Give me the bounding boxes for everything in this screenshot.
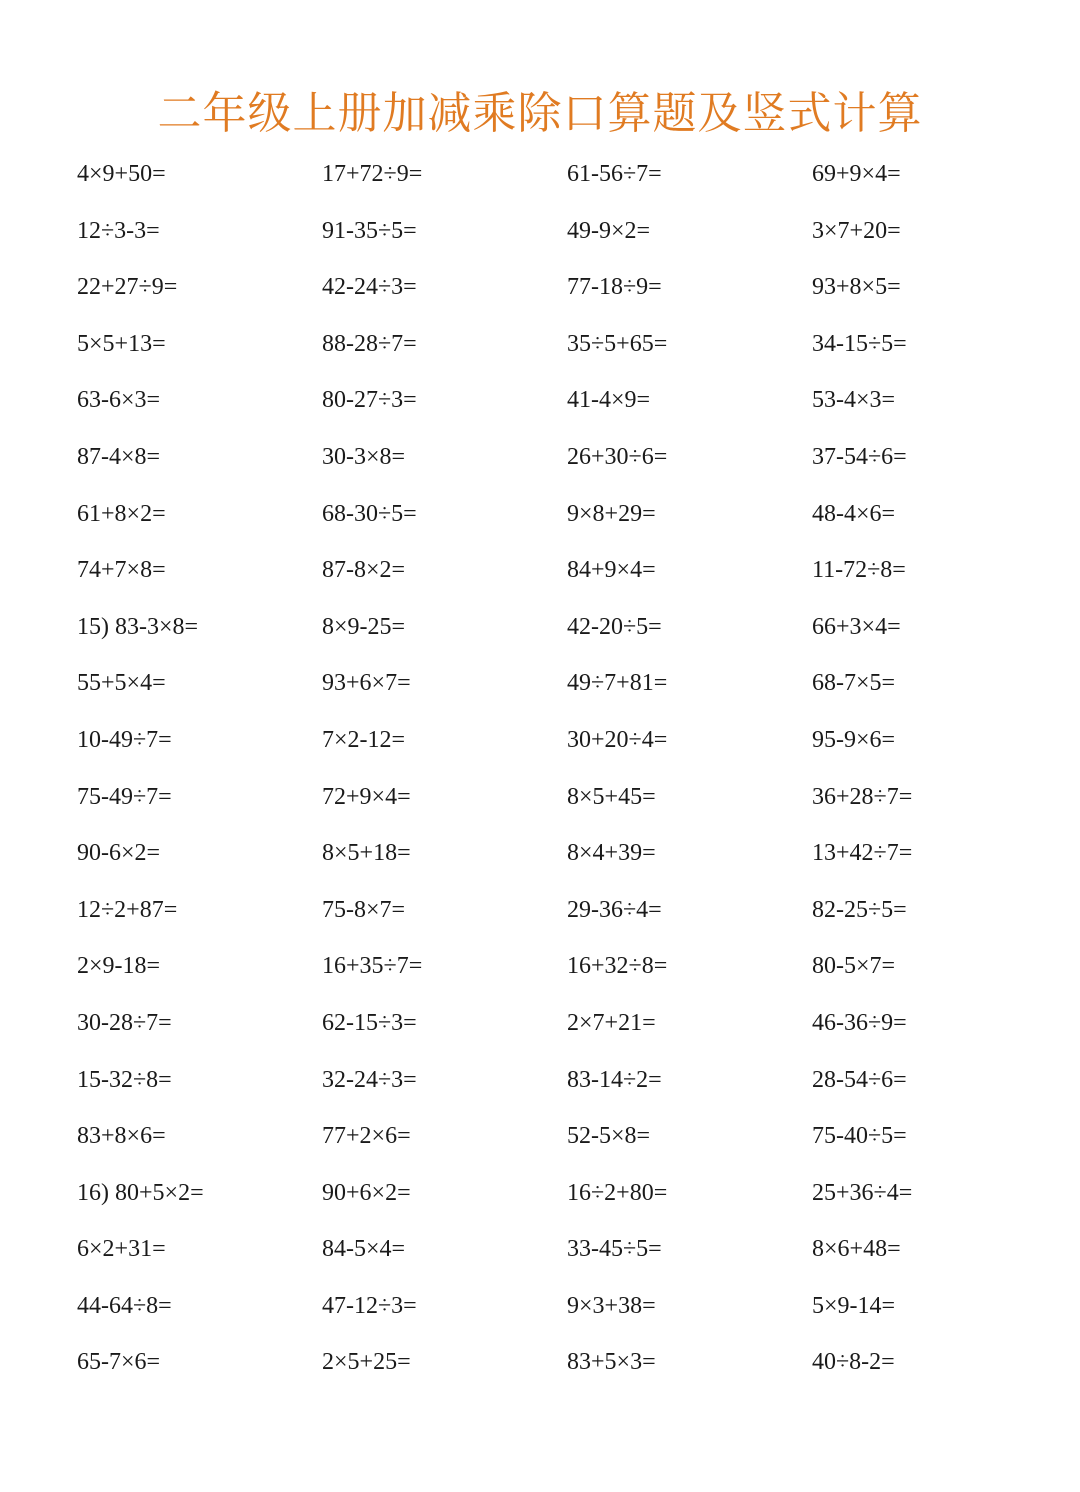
problem-item: 2×7+21= xyxy=(567,1009,656,1036)
problem-item: 80-27÷3= xyxy=(322,387,417,414)
problem-item: 91-35÷5= xyxy=(322,217,417,244)
problem-item: 22+27÷9= xyxy=(77,274,178,301)
problem-item: 47-12÷3= xyxy=(322,1292,417,1319)
problem-item: 53-4×3= xyxy=(812,387,896,414)
problem-item: 75-49÷7= xyxy=(77,783,172,810)
problem-item: 2×5+25= xyxy=(322,1349,411,1376)
problem-item: 30+20÷4= xyxy=(567,726,668,753)
problem-item: 37-54÷6= xyxy=(812,443,907,470)
problem-item: 93+6×7= xyxy=(322,670,411,697)
problem-item: 34-15÷5= xyxy=(812,330,907,357)
problem-item: 46-36÷9= xyxy=(812,1009,907,1036)
problem-item: 16) 80+5×2= xyxy=(77,1179,204,1206)
problem-item: 88-28÷7= xyxy=(322,330,417,357)
problem-item: 66+3×4= xyxy=(812,613,901,640)
problem-item: 2×9-18= xyxy=(77,953,161,980)
problem-item: 12÷2+87= xyxy=(77,896,178,923)
problem-item: 28-54÷6= xyxy=(812,1066,907,1093)
problem-item: 5×5+13= xyxy=(77,330,166,357)
problem-item: 84-5×4= xyxy=(322,1236,406,1263)
problem-item: 65-7×6= xyxy=(77,1349,161,1376)
problem-item: 83-14÷2= xyxy=(567,1066,662,1093)
problem-item: 7×2-12= xyxy=(322,726,406,753)
problem-item: 30-28÷7= xyxy=(77,1009,172,1036)
problem-item: 55+5×4= xyxy=(77,670,166,697)
problem-item: 25+36÷4= xyxy=(812,1179,913,1206)
problem-item: 16÷2+80= xyxy=(567,1179,668,1206)
problem-item: 9×8+29= xyxy=(567,500,656,527)
problem-item: 72+9×4= xyxy=(322,783,411,810)
problem-item: 90+6×2= xyxy=(322,1179,411,1206)
problem-item: 40÷8-2= xyxy=(812,1349,895,1376)
problem-item: 77+2×6= xyxy=(322,1123,411,1150)
problem-item: 42-24÷3= xyxy=(322,274,417,301)
problem-item: 11-72÷8= xyxy=(812,557,906,584)
problem-grid xyxy=(77,146,1057,1391)
problem-item: 33-45÷5= xyxy=(567,1236,662,1263)
problem-item: 75-40÷5= xyxy=(812,1123,907,1150)
problem-item: 8×9-25= xyxy=(322,613,406,640)
problem-item: 49÷7+81= xyxy=(567,670,668,697)
problem-item: 87-4×8= xyxy=(77,443,161,470)
problem-item: 69+9×4= xyxy=(812,161,901,187)
problem-item: 12÷3-3= xyxy=(77,217,160,244)
problem-item: 93+8×5= xyxy=(812,274,901,301)
problem-item: 80-5×7= xyxy=(812,953,896,980)
problem-item: 74+7×8= xyxy=(77,557,166,584)
problem-item: 49-9×2= xyxy=(567,217,651,244)
problem-item: 5×9-14= xyxy=(812,1292,896,1319)
problem-item: 9×3+38= xyxy=(567,1292,656,1319)
problem-item: 83+8×6= xyxy=(77,1123,166,1150)
problem-item: 77-18÷9= xyxy=(567,274,662,301)
problem-item: 44-64÷8= xyxy=(77,1292,172,1319)
problem-item: 3×7+20= xyxy=(812,217,901,244)
problem-item: 42-20÷5= xyxy=(567,613,662,640)
problem-item: 15) 83-3×8= xyxy=(77,613,199,640)
problem-item: 6×2+31= xyxy=(77,1236,166,1263)
problem-item: 4×9+50= xyxy=(77,161,166,187)
problem-item: 8×5+45= xyxy=(567,783,656,810)
problem-item: 84+9×4= xyxy=(567,557,656,584)
problem-item: 82-25÷5= xyxy=(812,896,907,923)
problem-item: 32-24÷3= xyxy=(322,1066,417,1093)
problem-item: 8×5+18= xyxy=(322,840,411,867)
problem-item: 62-15÷3= xyxy=(322,1009,417,1036)
problem-item: 48-4×6= xyxy=(812,500,896,527)
problem-item: 36+28÷7= xyxy=(812,783,913,810)
problem-item: 8×4+39= xyxy=(567,840,656,867)
problem-item: 75-8×7= xyxy=(322,896,406,923)
problem-item: 63-6×3= xyxy=(77,387,161,414)
problem-item: 52-5×8= xyxy=(567,1123,651,1150)
problem-item: 15-32÷8= xyxy=(77,1066,172,1093)
page-title: 二年级上册加减乘除口算题及竖式计算 xyxy=(157,88,923,139)
problem-item: 41-4×9= xyxy=(567,387,651,414)
problem-item: 35÷5+65= xyxy=(567,330,668,357)
problem-item: 16+32÷8= xyxy=(567,953,668,980)
problem-item: 87-8×2= xyxy=(322,557,406,584)
problem-item: 10-49÷7= xyxy=(77,726,172,753)
problem-item: 30-3×8= xyxy=(322,443,406,470)
problem-item: 68-30÷5= xyxy=(322,500,417,527)
problem-item: 13+42÷7= xyxy=(812,840,913,867)
problem-item: 8×6+48= xyxy=(812,1236,901,1263)
problem-item: 61-56÷7= xyxy=(567,161,662,187)
problem-item: 83+5×3= xyxy=(567,1349,656,1376)
problem-item: 17+72÷9= xyxy=(322,161,423,187)
problem-item: 68-7×5= xyxy=(812,670,896,697)
problem-item: 95-9×6= xyxy=(812,726,896,753)
problem-item: 90-6×2= xyxy=(77,840,161,867)
problem-item: 29-36÷4= xyxy=(567,896,662,923)
problem-item: 61+8×2= xyxy=(77,500,166,527)
problem-item: 26+30÷6= xyxy=(567,443,668,470)
problem-item: 16+35÷7= xyxy=(322,953,423,980)
